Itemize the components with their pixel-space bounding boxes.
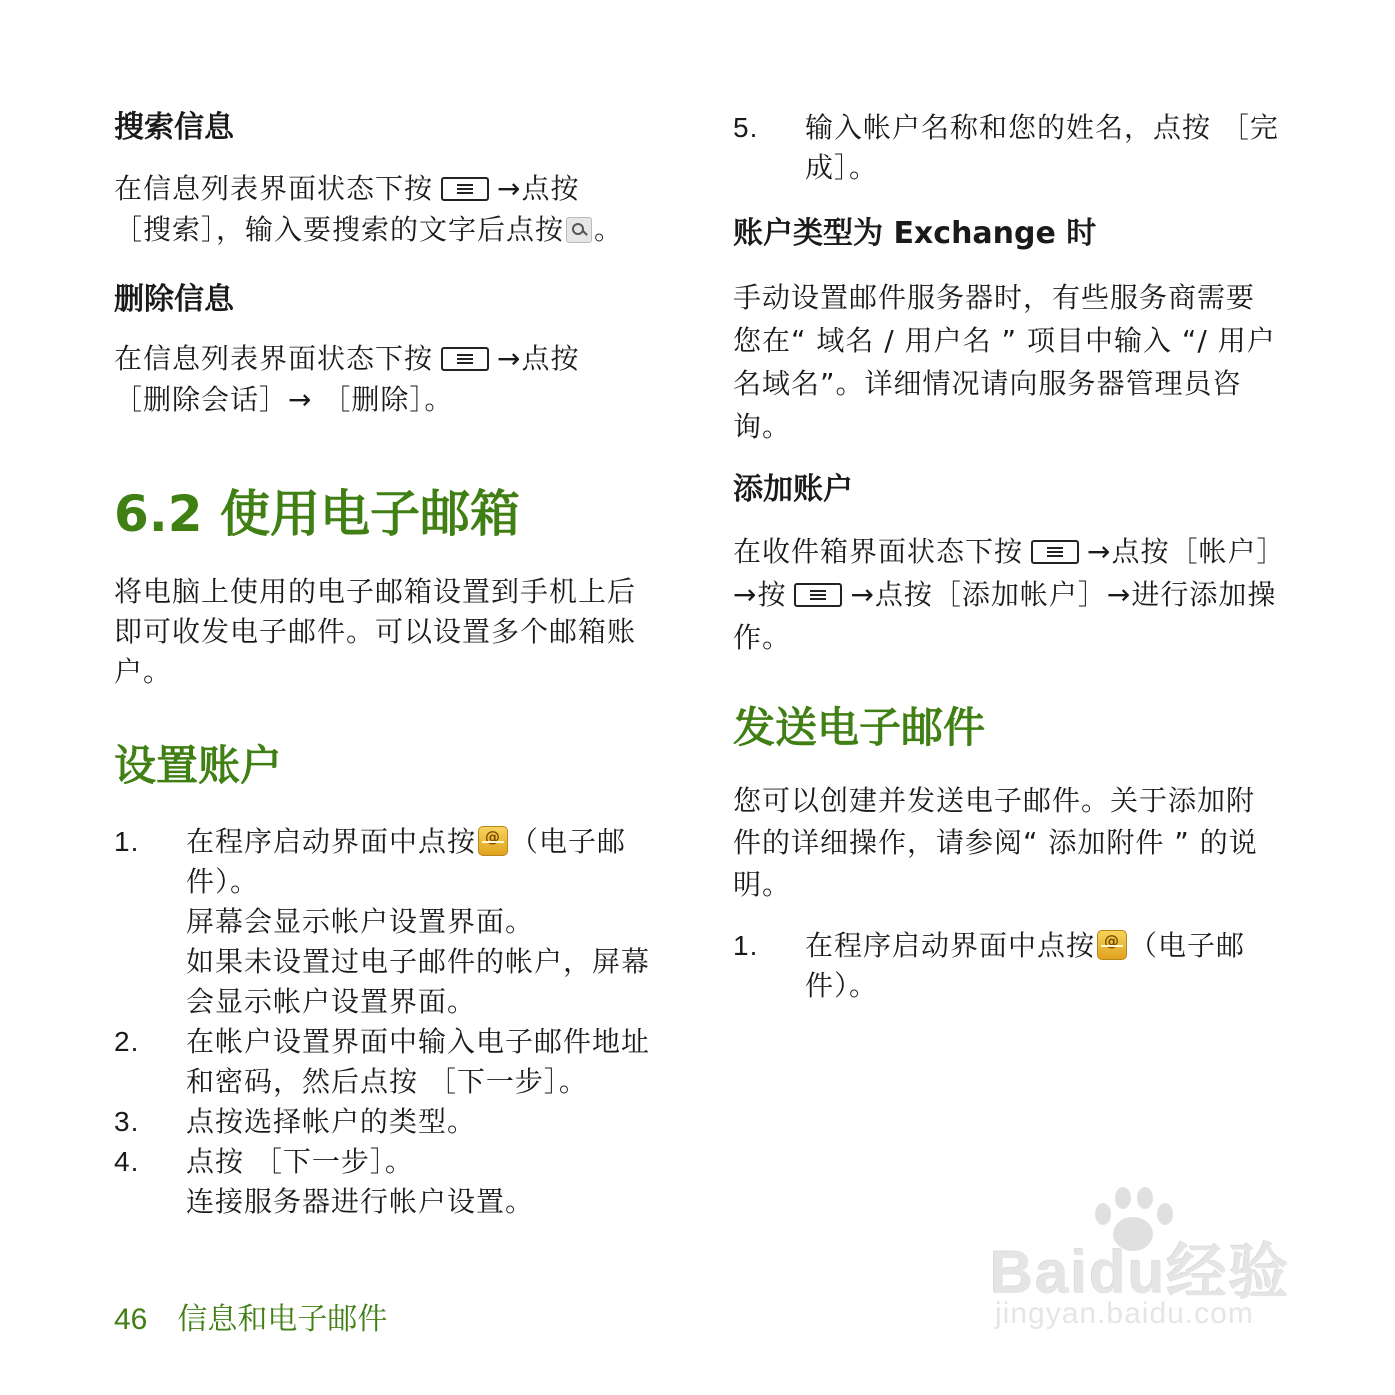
add-account-instructions: [733, 530, 1283, 659]
step-text: 点按选择帐户的类型。: [186, 1105, 477, 1138]
send-email-title: 发送电子邮件: [733, 703, 986, 752]
list-item: [733, 926, 1283, 1006]
section-title: 6.2 使用电子邮箱: [114, 485, 520, 543]
menu-key-icon: [441, 347, 489, 371]
delete-heading: 删除信息: [114, 282, 234, 317]
delete-text-3: ［删除会话］→ ［删除］。: [114, 383, 454, 416]
exchange-heading: 账户类型为 Exchange 时: [733, 216, 1097, 251]
setup-steps-list: [114, 822, 664, 1222]
add-text-3: →点按［添加帐户］→进行添加操作。: [733, 578, 1277, 654]
delete-instructions: [114, 338, 664, 420]
search-heading: 搜索信息: [114, 110, 234, 145]
send-steps-list: [733, 926, 1283, 1006]
step-subtext: 如果未设置过电子邮件的帐户，屏幕会显示帐户设置界面。: [186, 945, 651, 1018]
add-text-2: →点按［帐户］→按: [733, 535, 1272, 611]
step-number: 5.: [733, 112, 759, 143]
menu-key-icon: [794, 583, 842, 607]
delete-text-1: 在信息列表界面状态下按: [114, 342, 434, 375]
search-text-4: 。: [594, 213, 624, 246]
search-instructions: [114, 168, 664, 250]
step-text: 输入帐户名称和您的姓名，点按 ［完成］。: [805, 111, 1279, 184]
list-item: [114, 1102, 664, 1142]
step-number: 1.: [733, 930, 759, 961]
search-icon: [566, 217, 592, 243]
list-item: [114, 1022, 664, 1102]
list-item: [114, 822, 664, 1022]
exchange-paragraph: 手动设置邮件服务器时，有些服务商需要您在“ 域名 / 用户名 ” 项目中输入 “/ 用户名域名”。详细情况请向服务器管理员咨询。: [733, 281, 1276, 443]
step-text: （电子邮件）。: [186, 825, 627, 898]
step-subtext: 屏幕会显示帐户设置界面。: [186, 905, 535, 938]
step-subtext: 连接服务器进行帐户设置。: [186, 1185, 535, 1218]
step-text: 点按 ［下一步］。: [186, 1145, 414, 1178]
search-text-1: 在信息列表界面状态下按: [114, 172, 434, 205]
chapter-title: 信息和电子邮件: [177, 1302, 388, 1337]
delete-text-2: →点按: [497, 342, 580, 375]
search-text-2: →点按: [497, 172, 580, 205]
add-text-1: 在收件箱界面状态下按: [733, 535, 1024, 568]
step-text: （电子邮件）。: [805, 929, 1246, 1002]
setup-steps-continued: [733, 108, 1283, 188]
watermark-url: jingyan.baidu.com: [995, 1297, 1254, 1330]
add-account-heading: 添加账户: [733, 472, 853, 507]
menu-key-icon: [441, 177, 489, 201]
send-email-paragraph: 您可以创建并发送电子邮件。关于添加附件的详细操作，请参阅“ 添加附件 ” 的说明。: [733, 784, 1258, 901]
menu-key-icon: [1031, 540, 1079, 564]
baidu-watermark: [990, 1185, 1310, 1345]
section-intro: 将电脑上使用的电子邮箱设置到手机上后即可收发电子邮件。可以设置多个邮箱账户。: [114, 575, 637, 688]
list-item: [114, 1142, 664, 1222]
step-number: 2.: [114, 1026, 140, 1057]
watermark-brand: Baidu经验: [990, 1239, 1291, 1306]
email-app-icon: [478, 826, 508, 856]
step-text: 在程序启动界面中点按: [805, 929, 1096, 962]
step-text: 在程序启动界面中点按: [186, 825, 477, 858]
list-item: [733, 108, 1283, 188]
page-number: 46: [114, 1303, 148, 1336]
email-app-icon: [1097, 930, 1127, 960]
search-text-3: ［搜索］，输入要搜索的文字后点按: [114, 213, 565, 246]
step-text: 在帐户设置界面中输入电子邮件地址和密码，然后点按 ［下一步］。: [186, 1025, 651, 1098]
step-number: 1.: [114, 826, 140, 857]
step-number: 3.: [114, 1106, 140, 1137]
page-footer: [114, 1300, 387, 1340]
setup-account-title: 设置账户: [114, 741, 283, 790]
step-number: 4.: [114, 1146, 140, 1177]
